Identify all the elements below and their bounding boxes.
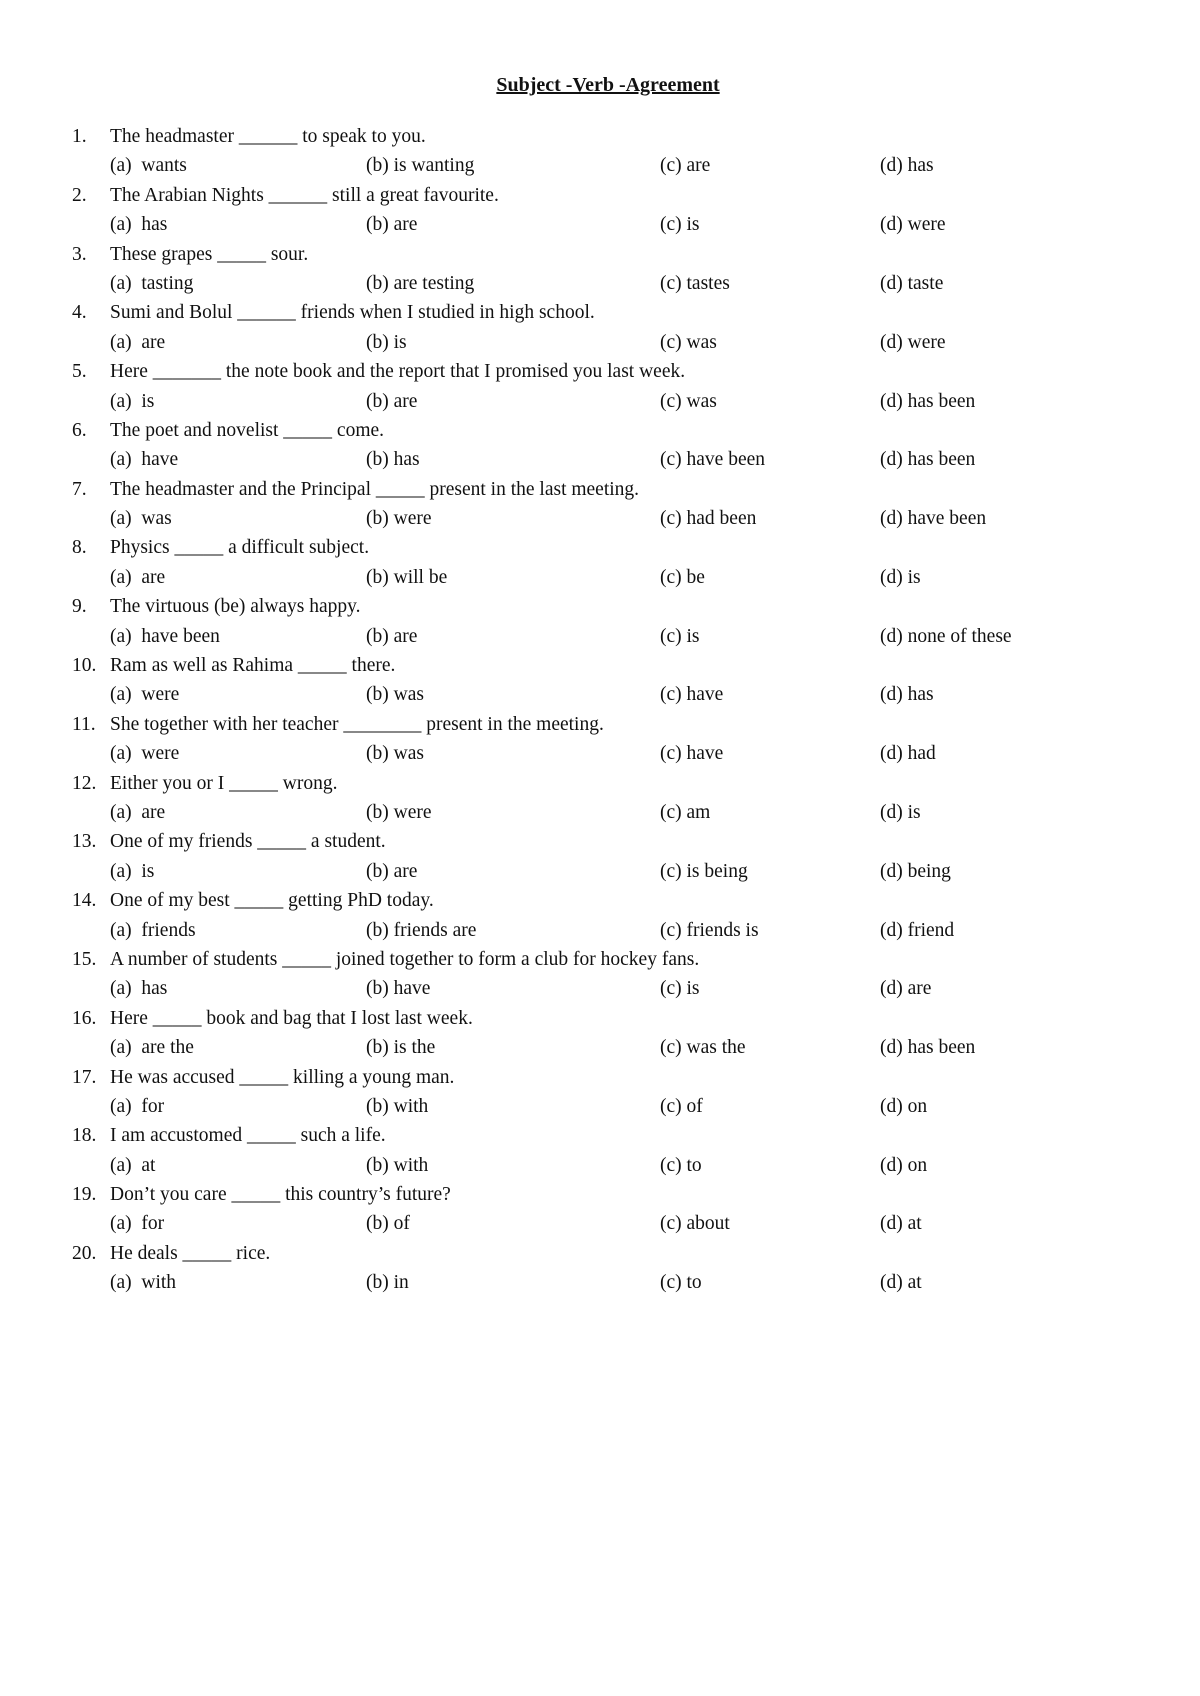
option-d: (d) have been <box>880 508 987 530</box>
options-row <box>0 1268 1200 1297</box>
options-row <box>0 328 1200 357</box>
option-b: (b) has <box>366 449 420 471</box>
option-c: (c) to <box>660 1154 702 1176</box>
question-text: Don’t you care _____ this country’s future? <box>110 1184 451 1206</box>
question-text: A number of students _____ joined together to form a club for hockey fans. <box>110 948 700 970</box>
option-d: (d) taste <box>880 272 944 294</box>
question-number: 6. <box>72 419 87 441</box>
options-row <box>0 151 1200 180</box>
question-number: 12. <box>72 772 97 794</box>
option-b: (b) are <box>366 625 418 647</box>
option-a: (a) is <box>110 860 155 882</box>
option-b: (b) are <box>366 214 418 236</box>
question-item <box>0 181 1200 210</box>
option-b: (b) in <box>366 1272 409 1294</box>
question-number: 7. <box>72 478 87 500</box>
option-c: (c) is being <box>660 860 748 882</box>
question-text: Either you or I _____ wrong. <box>110 772 338 794</box>
question-text: Here _____ book and bag that I lost last week. <box>110 1007 473 1029</box>
option-a: (a) is <box>110 390 155 412</box>
option-b: (b) is the <box>366 1037 436 1059</box>
option-b: (b) is wanting <box>366 155 475 177</box>
option-d: (d) being <box>880 860 951 882</box>
question-item <box>0 298 1200 327</box>
question-text: The virtuous (be) always happy. <box>110 596 361 618</box>
question-number: 16. <box>72 1007 97 1029</box>
question-item <box>0 1121 1200 1150</box>
question-number: 8. <box>72 537 87 559</box>
question-text: The headmaster ______ to speak to you. <box>110 126 426 147</box>
option-a: (a) are <box>110 331 166 353</box>
options-row <box>0 798 1200 827</box>
question-number: 5. <box>72 361 87 383</box>
option-d: (d) were <box>880 214 946 236</box>
question-item <box>0 475 1200 504</box>
option-b: (b) have <box>366 978 431 1000</box>
option-c: (c) to <box>660 1272 702 1294</box>
options-row <box>0 680 1200 709</box>
question-number: 2. <box>72 184 87 206</box>
option-d: (d) is <box>880 566 921 588</box>
options-row <box>0 445 1200 474</box>
options-row <box>0 622 1200 651</box>
options-row <box>0 1092 1200 1121</box>
option-a: (a) were <box>110 684 180 706</box>
option-b: (b) are testing <box>366 272 475 294</box>
option-b: (b) with <box>366 1095 429 1117</box>
question-text: He was accused _____ killing a young man. <box>110 1066 455 1088</box>
option-d: (d) has been <box>880 390 976 412</box>
option-a: (a) friends <box>110 919 196 941</box>
question-item <box>0 240 1200 269</box>
question-item <box>0 1063 1200 1092</box>
options-row <box>0 1209 1200 1238</box>
question-number: 18. <box>72 1125 97 1147</box>
question-item <box>0 886 1200 915</box>
question-number: 17. <box>72 1066 97 1088</box>
option-d: (d) has been <box>880 1037 976 1059</box>
option-d: (d) on <box>880 1095 928 1117</box>
question-text: Ram as well as Rahima _____ there. <box>110 655 396 677</box>
option-c: (c) was the <box>660 1037 746 1059</box>
option-a: (a) for <box>110 1095 165 1117</box>
option-d: (d) were <box>880 331 946 353</box>
option-c: (c) is <box>660 214 700 236</box>
option-b: (b) were <box>366 508 432 530</box>
option-b: (b) with <box>366 1154 429 1176</box>
option-b: (b) will be <box>366 566 448 588</box>
option-c: (c) have been <box>660 449 766 471</box>
option-c: (c) about <box>660 1213 730 1235</box>
option-c: (c) tastes <box>660 272 730 294</box>
option-d: (d) is <box>880 801 921 823</box>
question-item <box>0 416 1200 445</box>
option-d: (d) has been <box>880 449 976 471</box>
question-item <box>0 945 1200 974</box>
question-item <box>0 651 1200 680</box>
option-b: (b) was <box>366 743 424 765</box>
question-item <box>0 1004 1200 1033</box>
option-c: (c) friends is <box>660 919 759 941</box>
option-b: (b) are <box>366 860 418 882</box>
options-row <box>0 504 1200 533</box>
question-item <box>0 357 1200 386</box>
question-number: 20. <box>72 1242 97 1264</box>
question-number: 11. <box>72 713 96 735</box>
option-b: (b) friends are <box>366 919 477 941</box>
question-list <box>0 122 1200 1298</box>
options-row <box>0 974 1200 1003</box>
option-c: (c) had been <box>660 508 757 530</box>
option-a: (a) has <box>110 978 168 1000</box>
options-row <box>0 387 1200 416</box>
option-b: (b) is <box>366 331 407 353</box>
question-text: Physics _____ a difficult subject. <box>110 537 370 559</box>
question-text: One of my best _____ getting PhD today. <box>110 890 434 912</box>
option-a: (a) have been <box>110 625 220 647</box>
question-text: The headmaster and the Principal _____ present in the last meeting. <box>110 478 640 500</box>
option-b: (b) are <box>366 390 418 412</box>
question-text: She together with her teacher ________ present in the meeting. <box>110 713 604 735</box>
option-d: (d) friend <box>880 919 955 941</box>
options-row <box>0 739 1200 768</box>
question-number: 4. <box>72 302 87 324</box>
question-item <box>0 1239 1200 1268</box>
option-a: (a) has <box>110 214 168 236</box>
option-b: (b) of <box>366 1213 410 1235</box>
option-c: (c) is <box>660 978 700 1000</box>
question-text: These grapes _____ sour. <box>110 243 309 265</box>
question-number: 9. <box>72 596 87 618</box>
option-a: (a) are the <box>110 1037 194 1059</box>
options-row <box>0 857 1200 886</box>
question-number: 15. <box>72 948 97 970</box>
option-a: (a) are <box>110 566 166 588</box>
question-item <box>0 827 1200 856</box>
options-row <box>0 269 1200 298</box>
question-text: One of my friends _____ a student. <box>110 831 386 853</box>
question-text: The Arabian Nights ______ still a great favourite. <box>110 184 499 206</box>
page-title: Subject -Verb -Agreement <box>496 74 720 96</box>
option-a: (a) for <box>110 1213 165 1235</box>
options-row <box>0 563 1200 592</box>
question-item <box>0 533 1200 562</box>
option-a: (a) have <box>110 449 179 471</box>
option-d: (d) has <box>880 684 934 706</box>
option-d: (d) none of these <box>880 625 1012 647</box>
option-c: (c) be <box>660 566 705 588</box>
question-item <box>0 710 1200 739</box>
question-text: I am accustomed _____ such a life. <box>110 1125 386 1147</box>
option-d: (d) had <box>880 743 936 765</box>
question-text: The poet and novelist _____ come. <box>110 419 385 441</box>
option-d: (d) at <box>880 1272 922 1294</box>
option-a: (a) were <box>110 743 180 765</box>
option-a: (a) was <box>110 508 172 530</box>
option-d: (d) on <box>880 1154 928 1176</box>
option-c: (c) have <box>660 743 724 765</box>
option-b: (b) were <box>366 801 432 823</box>
option-a: (a) tasting <box>110 272 194 294</box>
option-c: (c) are <box>660 155 711 177</box>
options-row <box>0 210 1200 239</box>
question-number: 10. <box>72 655 97 677</box>
question-number: 13. <box>72 831 97 853</box>
question-text: He deals _____ rice. <box>110 1242 271 1264</box>
option-a: (a) with <box>110 1272 177 1294</box>
option-b: (b) was <box>366 684 424 706</box>
question-number: 1. <box>72 126 87 147</box>
question-text: Here _______ the note book and the report that I promised you last week. <box>110 361 686 383</box>
question-item <box>0 1180 1200 1209</box>
question-item <box>0 122 1200 151</box>
option-c: (c) was <box>660 390 717 412</box>
question-item <box>0 592 1200 621</box>
question-text: Sumi and Bolul ______ friends when I studied in high school. <box>110 302 595 324</box>
question-number: 19. <box>72 1184 97 1206</box>
option-c: (c) is <box>660 625 700 647</box>
option-c: (c) am <box>660 801 711 823</box>
options-row <box>0 1151 1200 1180</box>
option-a: (a) at <box>110 1154 156 1176</box>
option-d: (d) has <box>880 155 934 177</box>
option-a: (a) are <box>110 801 166 823</box>
question-item <box>0 769 1200 798</box>
options-row <box>0 1033 1200 1062</box>
option-c: (c) have <box>660 684 724 706</box>
option-d: (d) at <box>880 1213 922 1235</box>
option-d: (d) are <box>880 978 932 1000</box>
option-a: (a) wants <box>110 155 187 177</box>
question-number: 14. <box>72 890 97 912</box>
options-row <box>0 916 1200 945</box>
question-number: 3. <box>72 243 87 265</box>
option-c: (c) of <box>660 1095 703 1117</box>
option-c: (c) was <box>660 331 717 353</box>
